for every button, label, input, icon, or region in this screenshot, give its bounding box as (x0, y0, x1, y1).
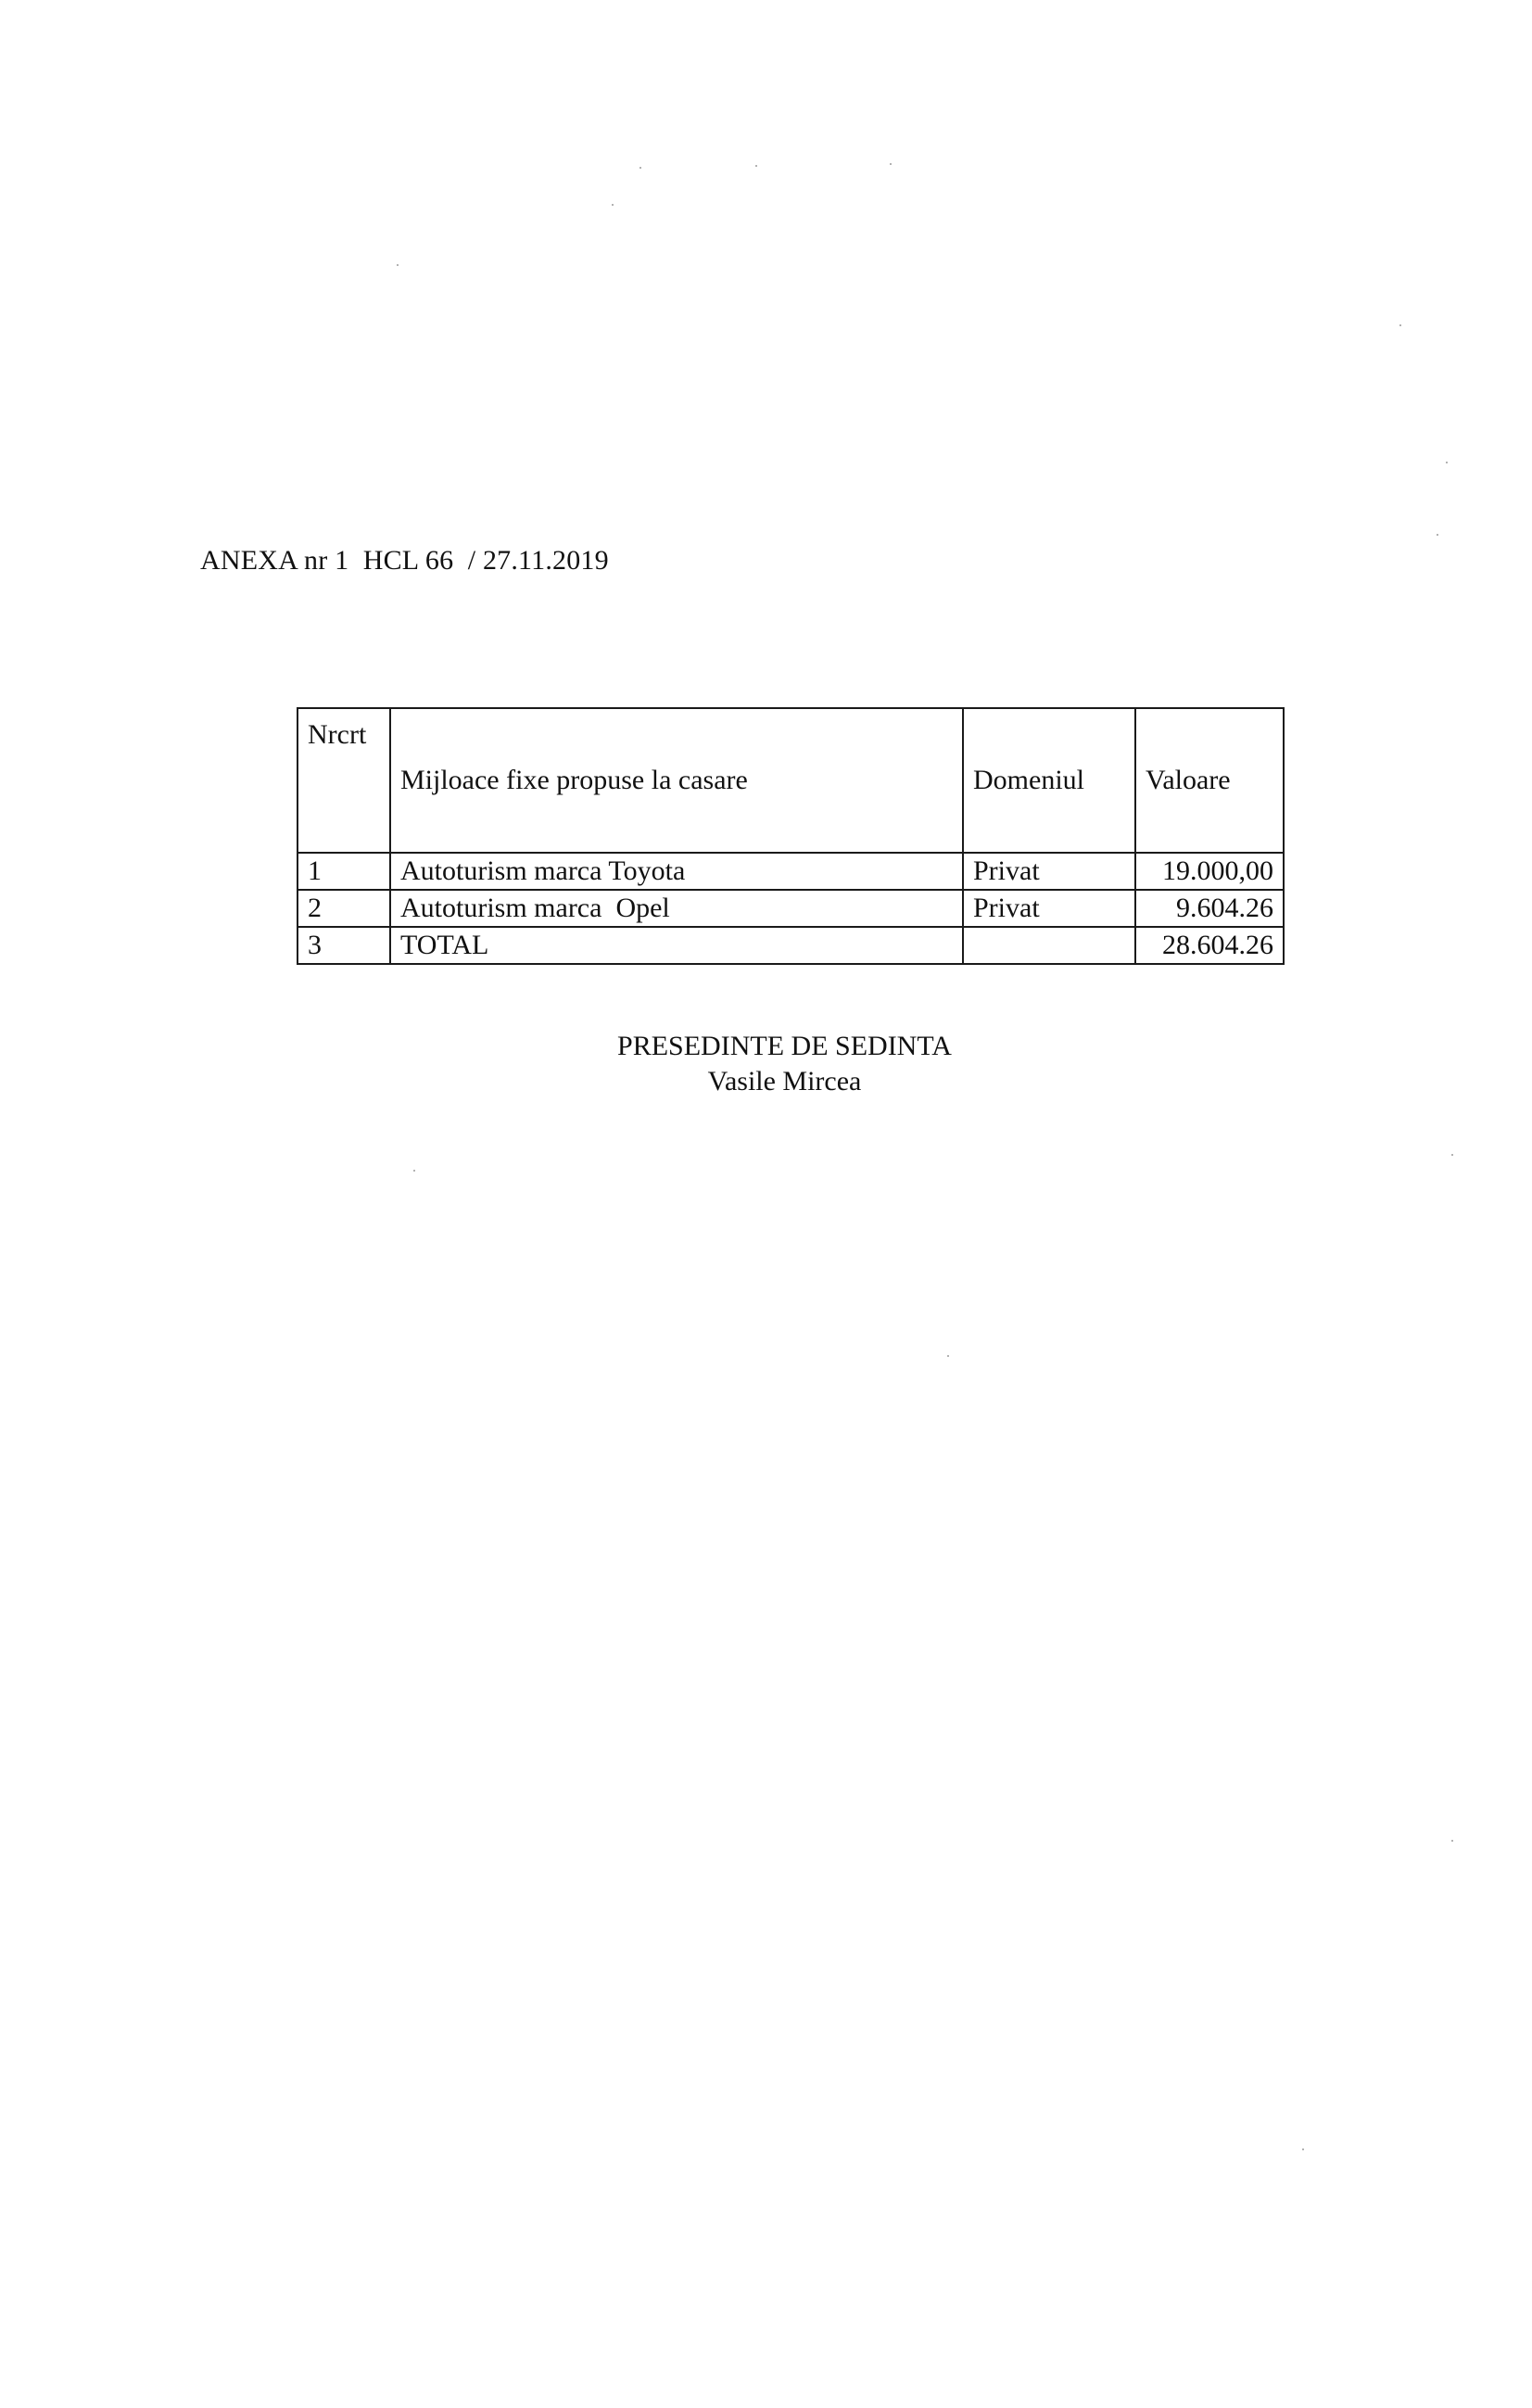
row-value: 19.000,00 (1135, 853, 1284, 890)
table-row-total (298, 927, 1284, 964)
scan-speck (397, 264, 399, 266)
signature-title: PRESEDINTE DE SEDINTA (617, 1031, 952, 1061)
scan-speck (1446, 462, 1448, 463)
scan-speck (639, 167, 641, 169)
signature-name: Vasile Mircea (707, 1066, 862, 1096)
assets-table (297, 707, 1285, 965)
scan-speck (1451, 1840, 1453, 1842)
scan-speck (1437, 534, 1438, 536)
table-row (298, 853, 1284, 890)
scan-speck (1302, 2148, 1304, 2150)
header-description: Mijloace fixe propuse la casare (390, 708, 963, 853)
annex-heading: ANEXA nr 1 HCL 66 / 27.11.2019 (200, 545, 609, 576)
row-nr: 1 (298, 853, 390, 890)
header-domain: Domeniul (963, 708, 1135, 853)
row-description: Autoturism marca Opel (390, 890, 963, 927)
row-nr: 3 (298, 927, 390, 964)
row-value: 9.604.26 (1135, 890, 1284, 927)
table-row (298, 890, 1284, 927)
row-description: TOTAL (390, 927, 963, 964)
scan-speck (612, 204, 614, 206)
signature-block (0, 1029, 1532, 1099)
row-domain (963, 927, 1135, 964)
assets-table-container (297, 707, 1285, 965)
row-description: Autoturism marca Toyota (390, 853, 963, 890)
row-domain: Privat (963, 853, 1135, 890)
header-nr: Nrcrt (298, 708, 390, 853)
header-value: Valoare (1135, 708, 1284, 853)
scan-speck (1399, 324, 1401, 326)
row-domain: Privat (963, 890, 1135, 927)
scan-speck (947, 1355, 949, 1357)
scan-speck (413, 1170, 415, 1172)
row-nr: 2 (298, 890, 390, 927)
table-header-row (298, 708, 1284, 853)
row-value: 28.604.26 (1135, 927, 1284, 964)
scan-speck (755, 165, 757, 167)
scan-speck (890, 163, 892, 165)
scan-speck (1451, 1154, 1453, 1156)
